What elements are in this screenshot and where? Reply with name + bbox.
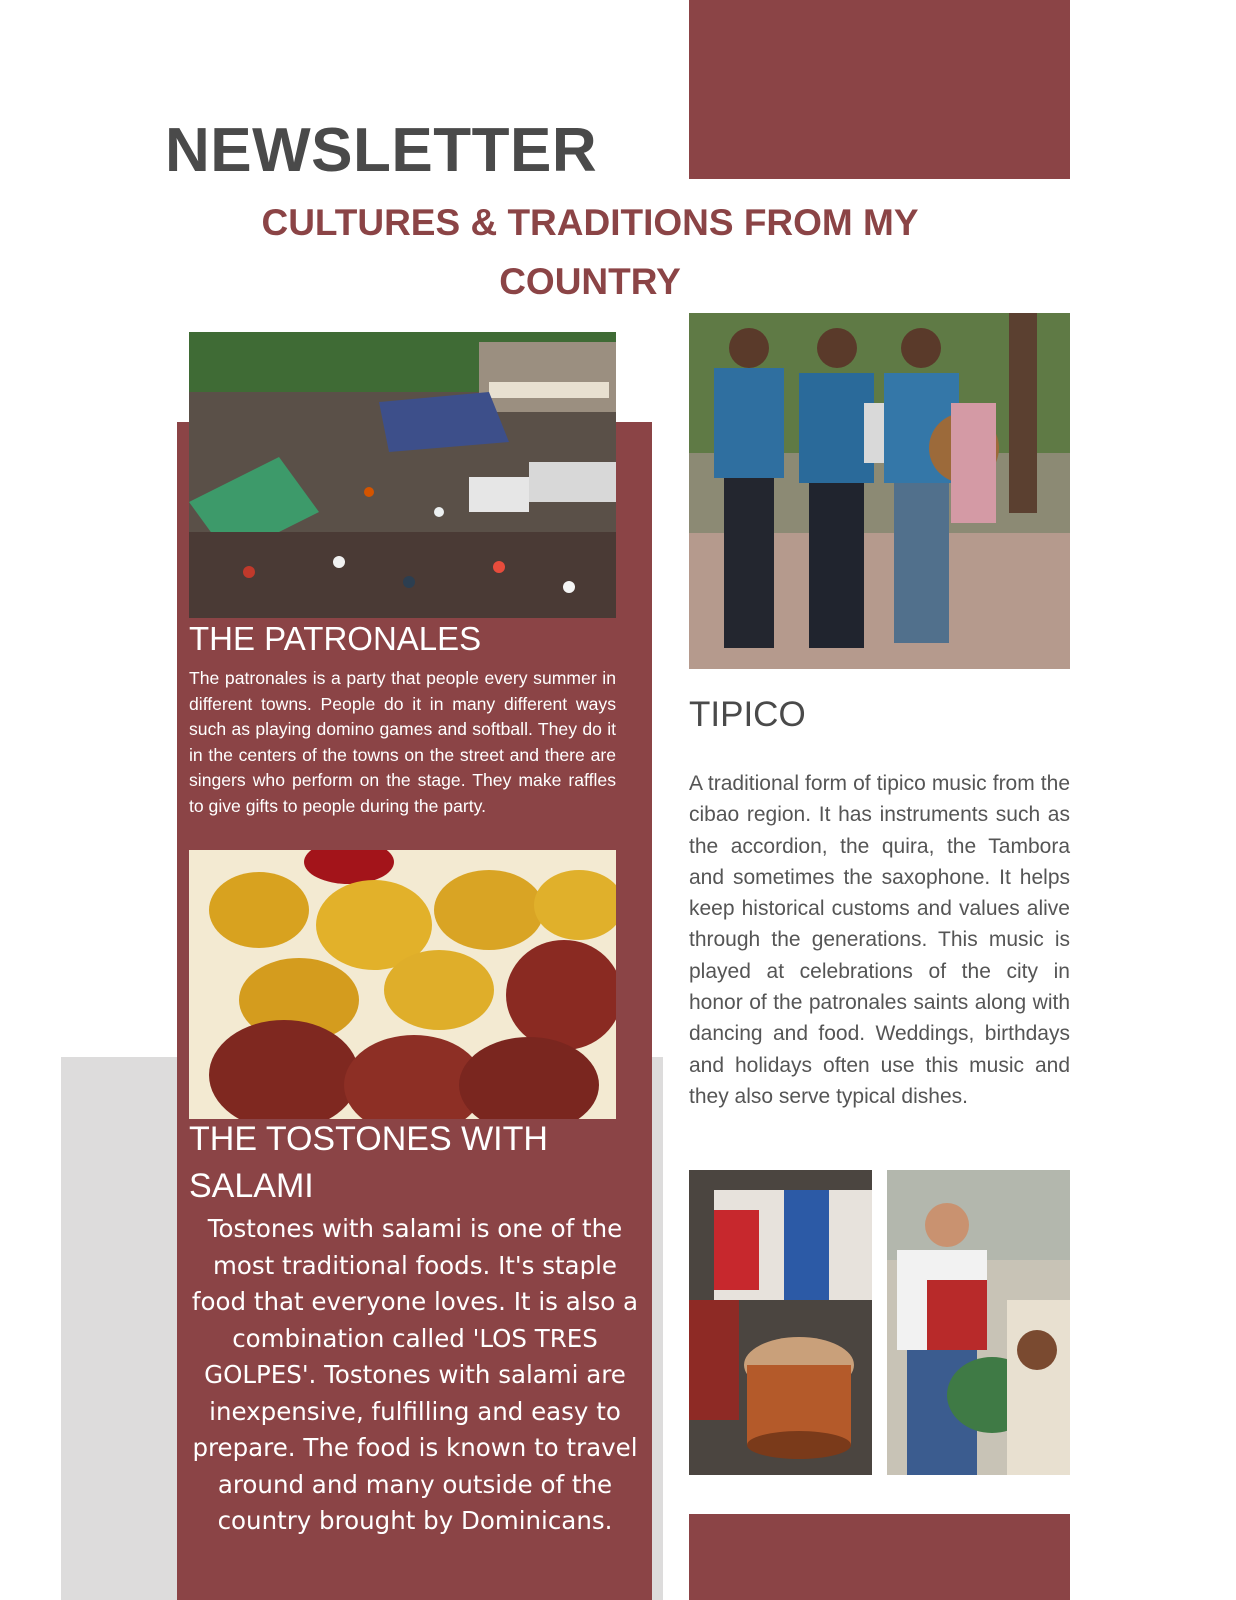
patronales-heading: THE PATRONALES [189,620,482,657]
tipico-body-text: A traditional form of tipico music from the cibao region. It has instruments such as the accordion, the quira, the Tambora and sometimes the saxophone. It helps keep historical customs and values alive through the generations. This music is played at celebrations of the city in honor of the patronales saints along with dancing and food. Weddings, birthdays and holidays often use this music and they also serve typical dishes. [689,772,1070,1108]
patronales-crowd-photo [189,332,616,618]
newsletter-subtitle: CULTURES & TRADITIONS FROM MY COUNTRY [261,202,919,302]
tostones-body-text: Tostones with salami is one of the most traditional foods. It's staple food that everyone loves. It is also a combination called 'LOS TRES GOLPES'. Tostones with salami are inexpensive, fulfilling and easy to prepare. The food is known to travel around and many outside of the country brought by Dominicans. [191,1214,639,1535]
top-decorative-block [689,0,1070,179]
tipico-musicians-photo [689,313,1070,669]
tostones-heading: THE TOSTONES WITH SALAMI [189,1120,548,1205]
merengue-painting-photo [887,1170,1070,1475]
patronales-body-text: The patronales is a party that people every summer in different towns. People do it in many different ways such as playing domino games and softball. They do it in the centers of the towns on the street and there are singers who perform on the stage. They make raffles to give gifts to people during the party. [189,668,616,816]
tipico-heading: TIPICO [689,695,806,734]
tostones-salami-photo [189,850,616,1119]
bottom-decorative-block [689,1514,1070,1600]
newsletter-title: NEWSLETTER [165,116,598,185]
tambora-drums-photo [689,1170,872,1475]
